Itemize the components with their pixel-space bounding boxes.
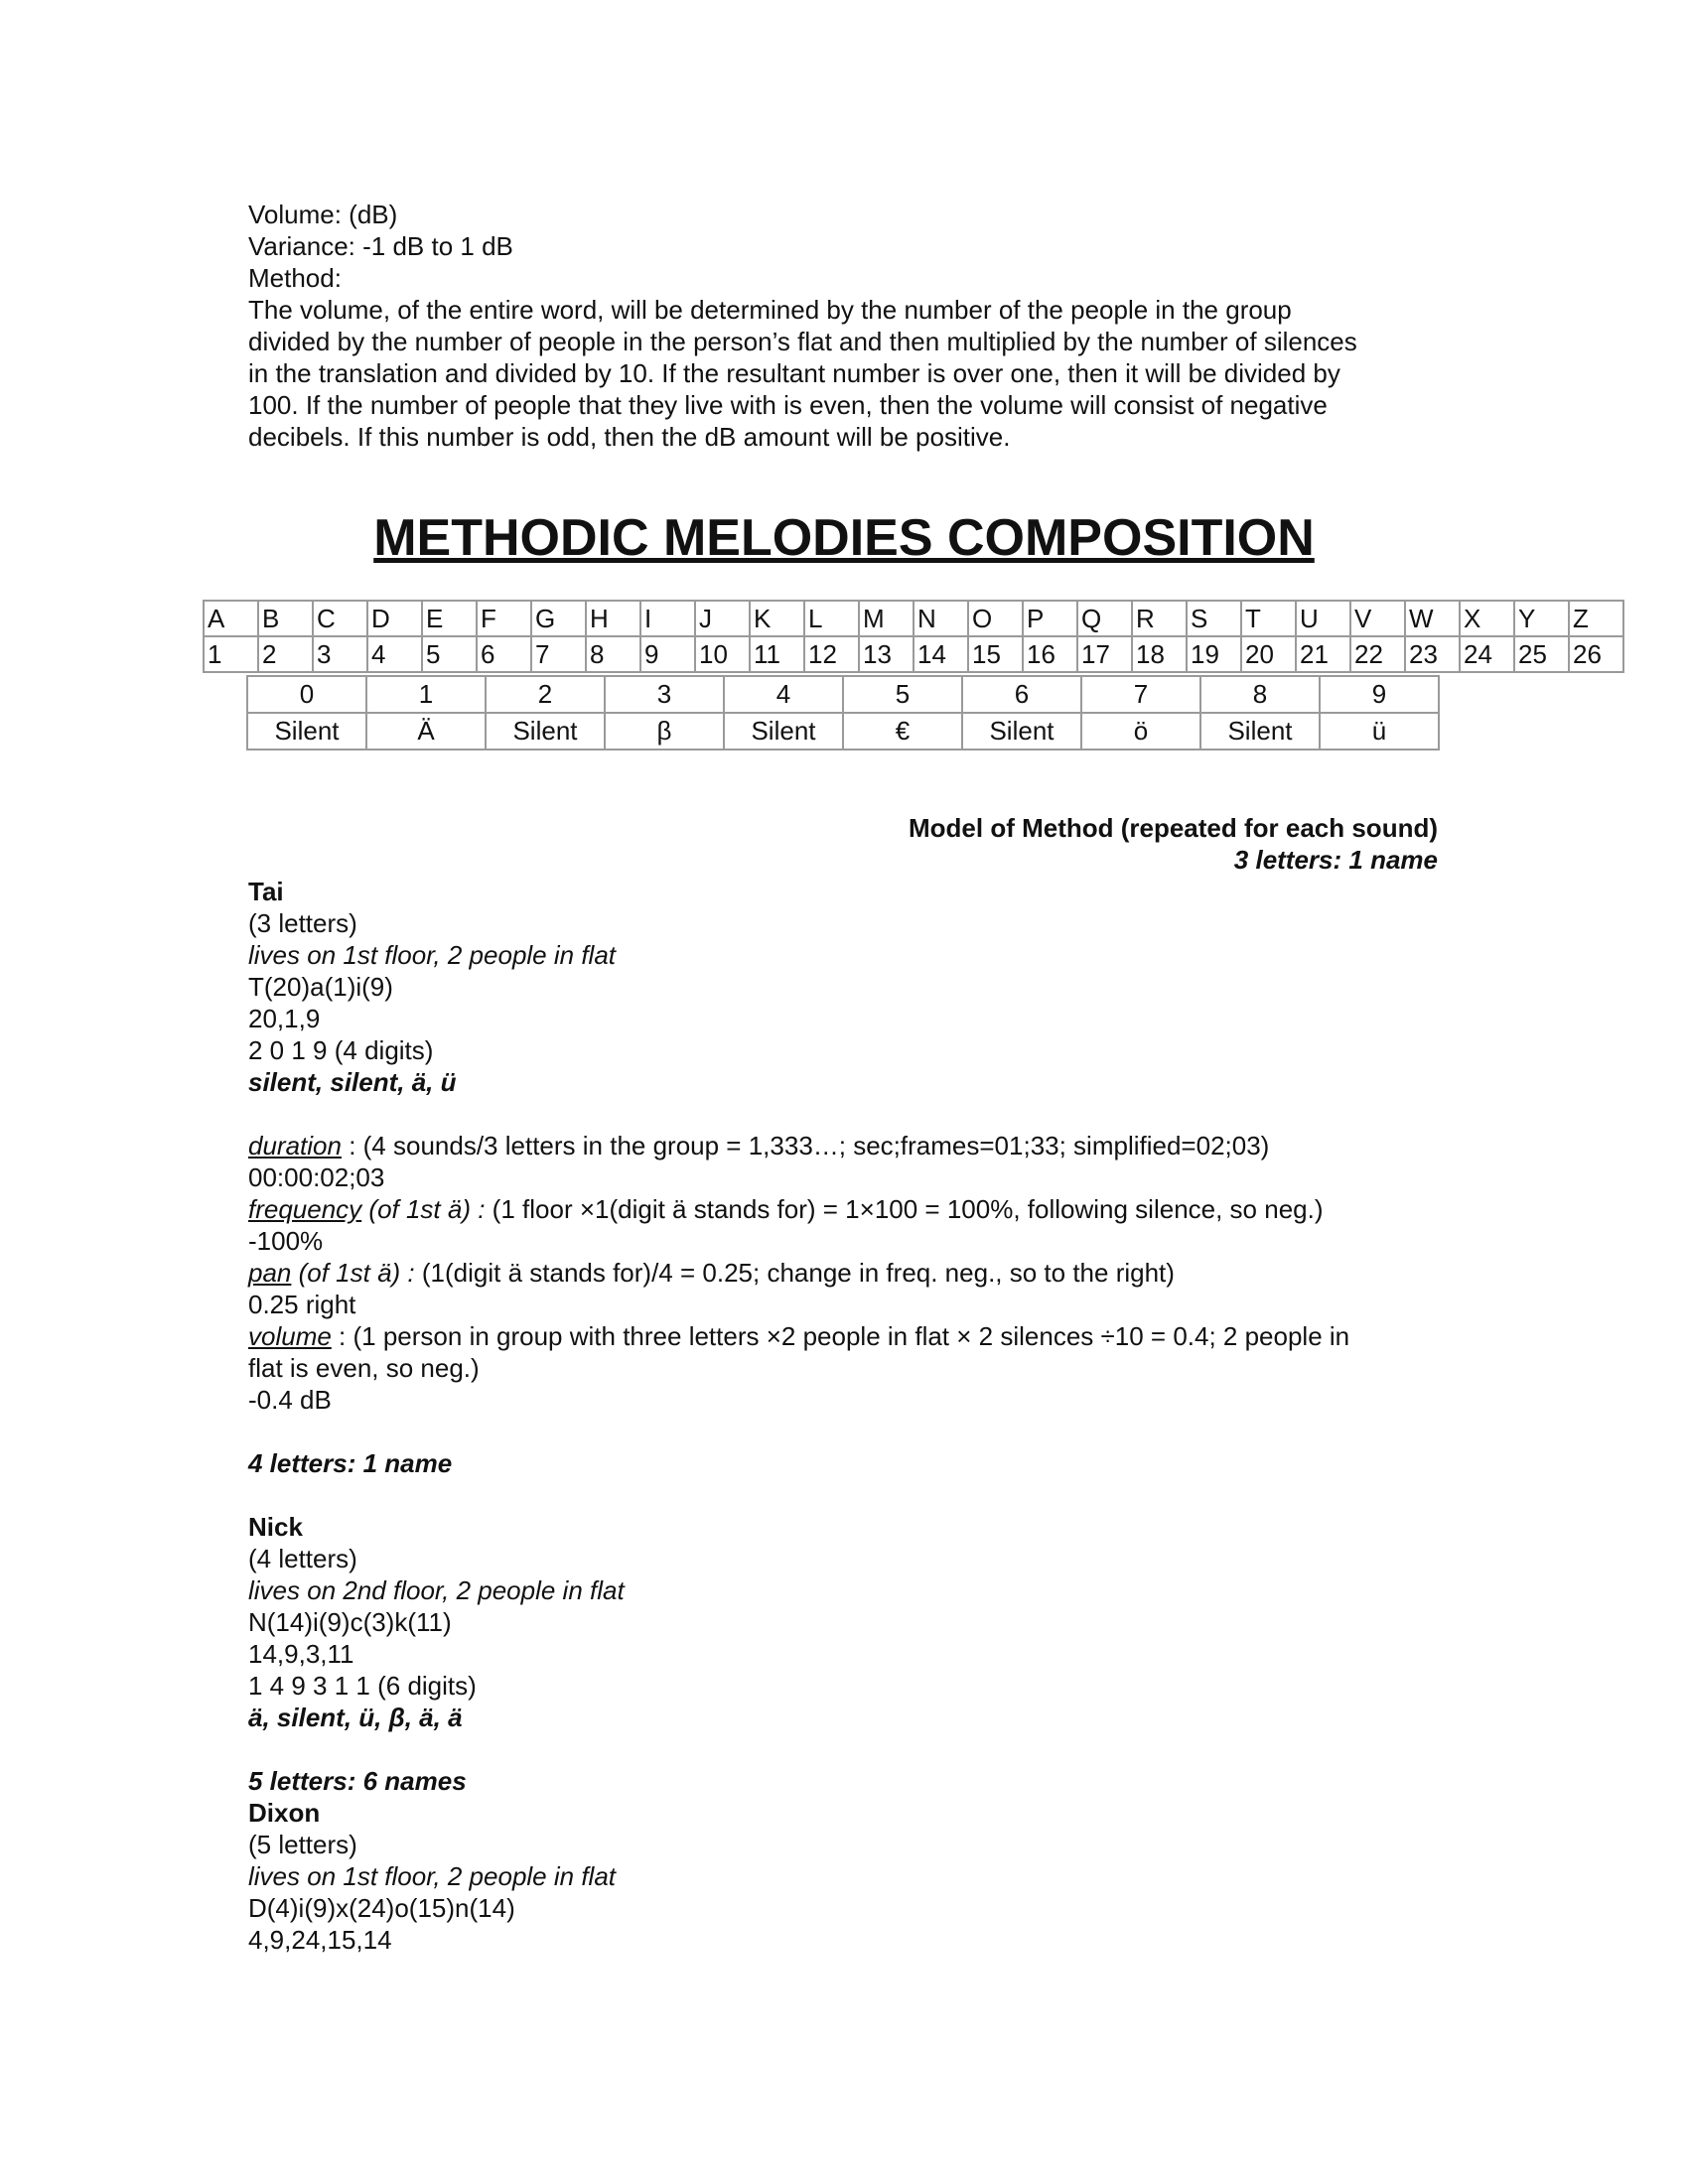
alphabet-number-cell: 15 xyxy=(968,636,1023,672)
alphabet-letter-cell: R xyxy=(1132,601,1187,636)
duration-text: : (4 sounds/3 letters in the group = 1,333…; sec;frames=01;33; simplified=02;03) xyxy=(341,1131,1270,1160)
alphabet-letter-cell: X xyxy=(1460,601,1514,636)
sound-cell: ö xyxy=(1081,713,1200,750)
sound-row xyxy=(247,713,1439,750)
tai-count: (3 letters) xyxy=(248,908,357,938)
frequency-text: (1 floor ×1(digit ä stands for) = 1×100 = 100%, following silence, so neg.) xyxy=(485,1194,1324,1224)
alphabet-number-cell: 11 xyxy=(750,636,804,672)
variance-line: Variance: -1 dB to 1 dB xyxy=(248,231,513,261)
tai-digits: 2 0 1 9 (4 digits) xyxy=(248,1035,434,1065)
model-subheading: 3 letters: 1 name xyxy=(1233,845,1438,875)
alphabet-number-cell: 10 xyxy=(695,636,750,672)
duration-line xyxy=(248,1130,1460,1161)
method-label: Method: xyxy=(248,263,342,293)
alphabet-letter-cell: J xyxy=(695,601,750,636)
sound-cell: ü xyxy=(1320,713,1439,750)
model-heading-block xyxy=(794,812,1438,876)
alphabet-number-cell: 4 xyxy=(367,636,422,672)
method-paragraph-line-2: divided by the number of people in the person’s flat and then multiplied by the number of silences xyxy=(248,327,1357,356)
digit-cell: 6 xyxy=(962,676,1081,713)
digit-cell: 9 xyxy=(1320,676,1439,713)
digit-cell: 8 xyxy=(1200,676,1320,713)
alphabet-letter-cell: A xyxy=(204,601,258,636)
volume-value: -0.4 dB xyxy=(248,1385,332,1415)
alphabet-number-cell: 8 xyxy=(586,636,640,672)
alphabet-number-cell: 19 xyxy=(1187,636,1241,672)
digit-cell: 3 xyxy=(605,676,724,713)
alphabet-number-cell: 2 xyxy=(258,636,313,672)
digit-sound-table xyxy=(246,675,1440,751)
alphabet-number-cell: 1 xyxy=(204,636,258,672)
volume-calc-line xyxy=(248,1320,1460,1352)
alphabet-letter-cell: L xyxy=(804,601,859,636)
alphabet-letter-cell: M xyxy=(859,601,914,636)
alphabet-letter-cell: V xyxy=(1350,601,1405,636)
alphabet-number-cell: 9 xyxy=(640,636,695,672)
alphabet-table xyxy=(203,600,1624,673)
alphabet-letter-cell: S xyxy=(1187,601,1241,636)
alphabet-number-cell: 7 xyxy=(531,636,586,672)
volume-text: : (1 person in group with three letters ×2 people in flat × 2 silences ÷10 = 0.4; 2 people in xyxy=(331,1321,1350,1351)
dixon-name: Dixon xyxy=(248,1798,321,1828)
alphabet-letter-cell: F xyxy=(477,601,531,636)
alphabet-letter-cell: Y xyxy=(1514,601,1569,636)
alphabet-number-cell: 6 xyxy=(477,636,531,672)
model-heading: Model of Method (repeated for each sound) xyxy=(908,813,1438,843)
digit-cell: 2 xyxy=(486,676,605,713)
sound-cell: Silent xyxy=(486,713,605,750)
alphabet-letter-cell: D xyxy=(367,601,422,636)
nick-count: (4 letters) xyxy=(248,1544,357,1573)
alphabet-letters-row xyxy=(204,601,1623,636)
alphabet-letter-cell: Z xyxy=(1569,601,1623,636)
digit-cell: 5 xyxy=(843,676,962,713)
nick-sounds: ä, silent, ü, β, ä, ä xyxy=(248,1703,463,1732)
tai-sounds: silent, silent, ä, ü xyxy=(248,1067,457,1097)
nick-spelling: N(14)i(9)c(3)k(11) xyxy=(248,1607,452,1637)
alphabet-number-cell: 13 xyxy=(859,636,914,672)
alphabet-number-cell: 26 xyxy=(1569,636,1623,672)
volume-text-continued: flat is even, so neg.) xyxy=(248,1353,480,1383)
dixon-count: (5 letters) xyxy=(248,1830,357,1859)
alphabet-letter-cell: G xyxy=(531,601,586,636)
pan-label: pan xyxy=(248,1258,292,1288)
alphabet-number-cell: 18 xyxy=(1132,636,1187,672)
dixon-spelling: D(4)i(9)x(24)o(15)n(14) xyxy=(248,1893,515,1923)
alphabet-number-cell: 25 xyxy=(1514,636,1569,672)
alphabet-number-cell: 17 xyxy=(1077,636,1132,672)
alphabet-letter-cell: C xyxy=(313,601,367,636)
sound-cell: Ä xyxy=(366,713,486,750)
alphabet-number-cell: 23 xyxy=(1405,636,1460,672)
alphabet-letter-cell: W xyxy=(1405,601,1460,636)
nick-name: Nick xyxy=(248,1512,303,1542)
intro-section xyxy=(248,199,1460,453)
section-4-heading: 4 letters: 1 name xyxy=(248,1448,453,1478)
alphabet-letter-cell: U xyxy=(1296,601,1350,636)
alphabet-letter-cell: E xyxy=(422,601,477,636)
alphabet-number-cell: 12 xyxy=(804,636,859,672)
frequency-note: (of 1st ä) : xyxy=(361,1194,486,1224)
alphabet-letter-cell: P xyxy=(1023,601,1077,636)
sound-cell: Silent xyxy=(1200,713,1320,750)
dixon-lives: lives on 1st floor, 2 people in flat xyxy=(248,1861,617,1891)
section-5-heading: 5 letters: 6 names xyxy=(248,1766,467,1796)
alphabet-letter-cell: I xyxy=(640,601,695,636)
frequency-line xyxy=(248,1193,1460,1225)
pan-text: (1(digit ä stands for)/4 = 0.25; change in freq. neg., so to the right) xyxy=(414,1258,1175,1288)
alphabet-number-cell: 5 xyxy=(422,636,477,672)
dixon-numbers: 4,9,24,15,14 xyxy=(248,1925,392,1955)
method-paragraph-line-3: in the translation and divided by 10. If the resultant number is over one, then it will be divided by xyxy=(248,358,1340,388)
alphabet-number-cell: 24 xyxy=(1460,636,1514,672)
alphabet-number-cell: 14 xyxy=(914,636,968,672)
alphabet-number-cell: 20 xyxy=(1241,636,1296,672)
volume-label: volume xyxy=(248,1321,332,1351)
sound-cell: β xyxy=(605,713,724,750)
digit-row xyxy=(247,676,1439,713)
alphabet-letter-cell: Q xyxy=(1077,601,1132,636)
alphabet-letter-cell: N xyxy=(914,601,968,636)
page-title: METHODIC MELODIES COMPOSITION xyxy=(373,509,1315,567)
pan-note: (of 1st ä) : xyxy=(291,1258,415,1288)
alphabet-number-cell: 21 xyxy=(1296,636,1350,672)
pan-value: 0.25 right xyxy=(248,1290,356,1319)
sound-cell: Silent xyxy=(247,713,366,750)
alphabet-letter-cell: H xyxy=(586,601,640,636)
method-paragraph-line-4: 100. If the number of people that they live with is even, then the volume will consist of negative xyxy=(248,390,1328,420)
digit-cell: 7 xyxy=(1081,676,1200,713)
sound-cell: Silent xyxy=(962,713,1081,750)
digit-cell: 1 xyxy=(366,676,486,713)
digit-cell: 0 xyxy=(247,676,366,713)
duration-value: 00:00:02;03 xyxy=(248,1162,385,1192)
alphabet-number-cell: 3 xyxy=(313,636,367,672)
alphabet-numbers-row xyxy=(204,636,1623,672)
tai-spelling: T(20)a(1)i(9) xyxy=(248,972,393,1002)
pan-line xyxy=(248,1257,1460,1289)
sound-cell: Silent xyxy=(724,713,843,750)
nick-digits: 1 4 9 3 1 1 (6 digits) xyxy=(248,1671,477,1701)
digit-cell: 4 xyxy=(724,676,843,713)
alphabet-letter-cell: B xyxy=(258,601,313,636)
sound-cell: € xyxy=(843,713,962,750)
frequency-value: -100% xyxy=(248,1226,324,1256)
nick-lives: lives on 2nd floor, 2 people in flat xyxy=(248,1575,625,1605)
alphabet-number-cell: 22 xyxy=(1350,636,1405,672)
examples-section xyxy=(248,876,1460,1956)
alphabet-letter-cell: O xyxy=(968,601,1023,636)
alphabet-letter-cell: T xyxy=(1241,601,1296,636)
nick-numbers: 14,9,3,11 xyxy=(248,1639,354,1669)
alphabet-number-cell: 16 xyxy=(1023,636,1077,672)
frequency-label: frequency xyxy=(248,1194,362,1224)
tai-numbers: 20,1,9 xyxy=(248,1004,321,1033)
method-paragraph-line-5: decibels. If this number is odd, then the dB amount will be positive. xyxy=(248,422,1011,452)
method-paragraph-line-1: The volume, of the entire word, will be determined by the number of the people in the group xyxy=(248,295,1292,325)
duration-label: duration xyxy=(248,1131,342,1160)
volume-line: Volume: (dB) xyxy=(248,200,398,229)
alphabet-letter-cell: K xyxy=(750,601,804,636)
tai-lives: lives on 1st floor, 2 people in flat xyxy=(248,940,617,970)
tai-name: Tai xyxy=(248,877,284,906)
